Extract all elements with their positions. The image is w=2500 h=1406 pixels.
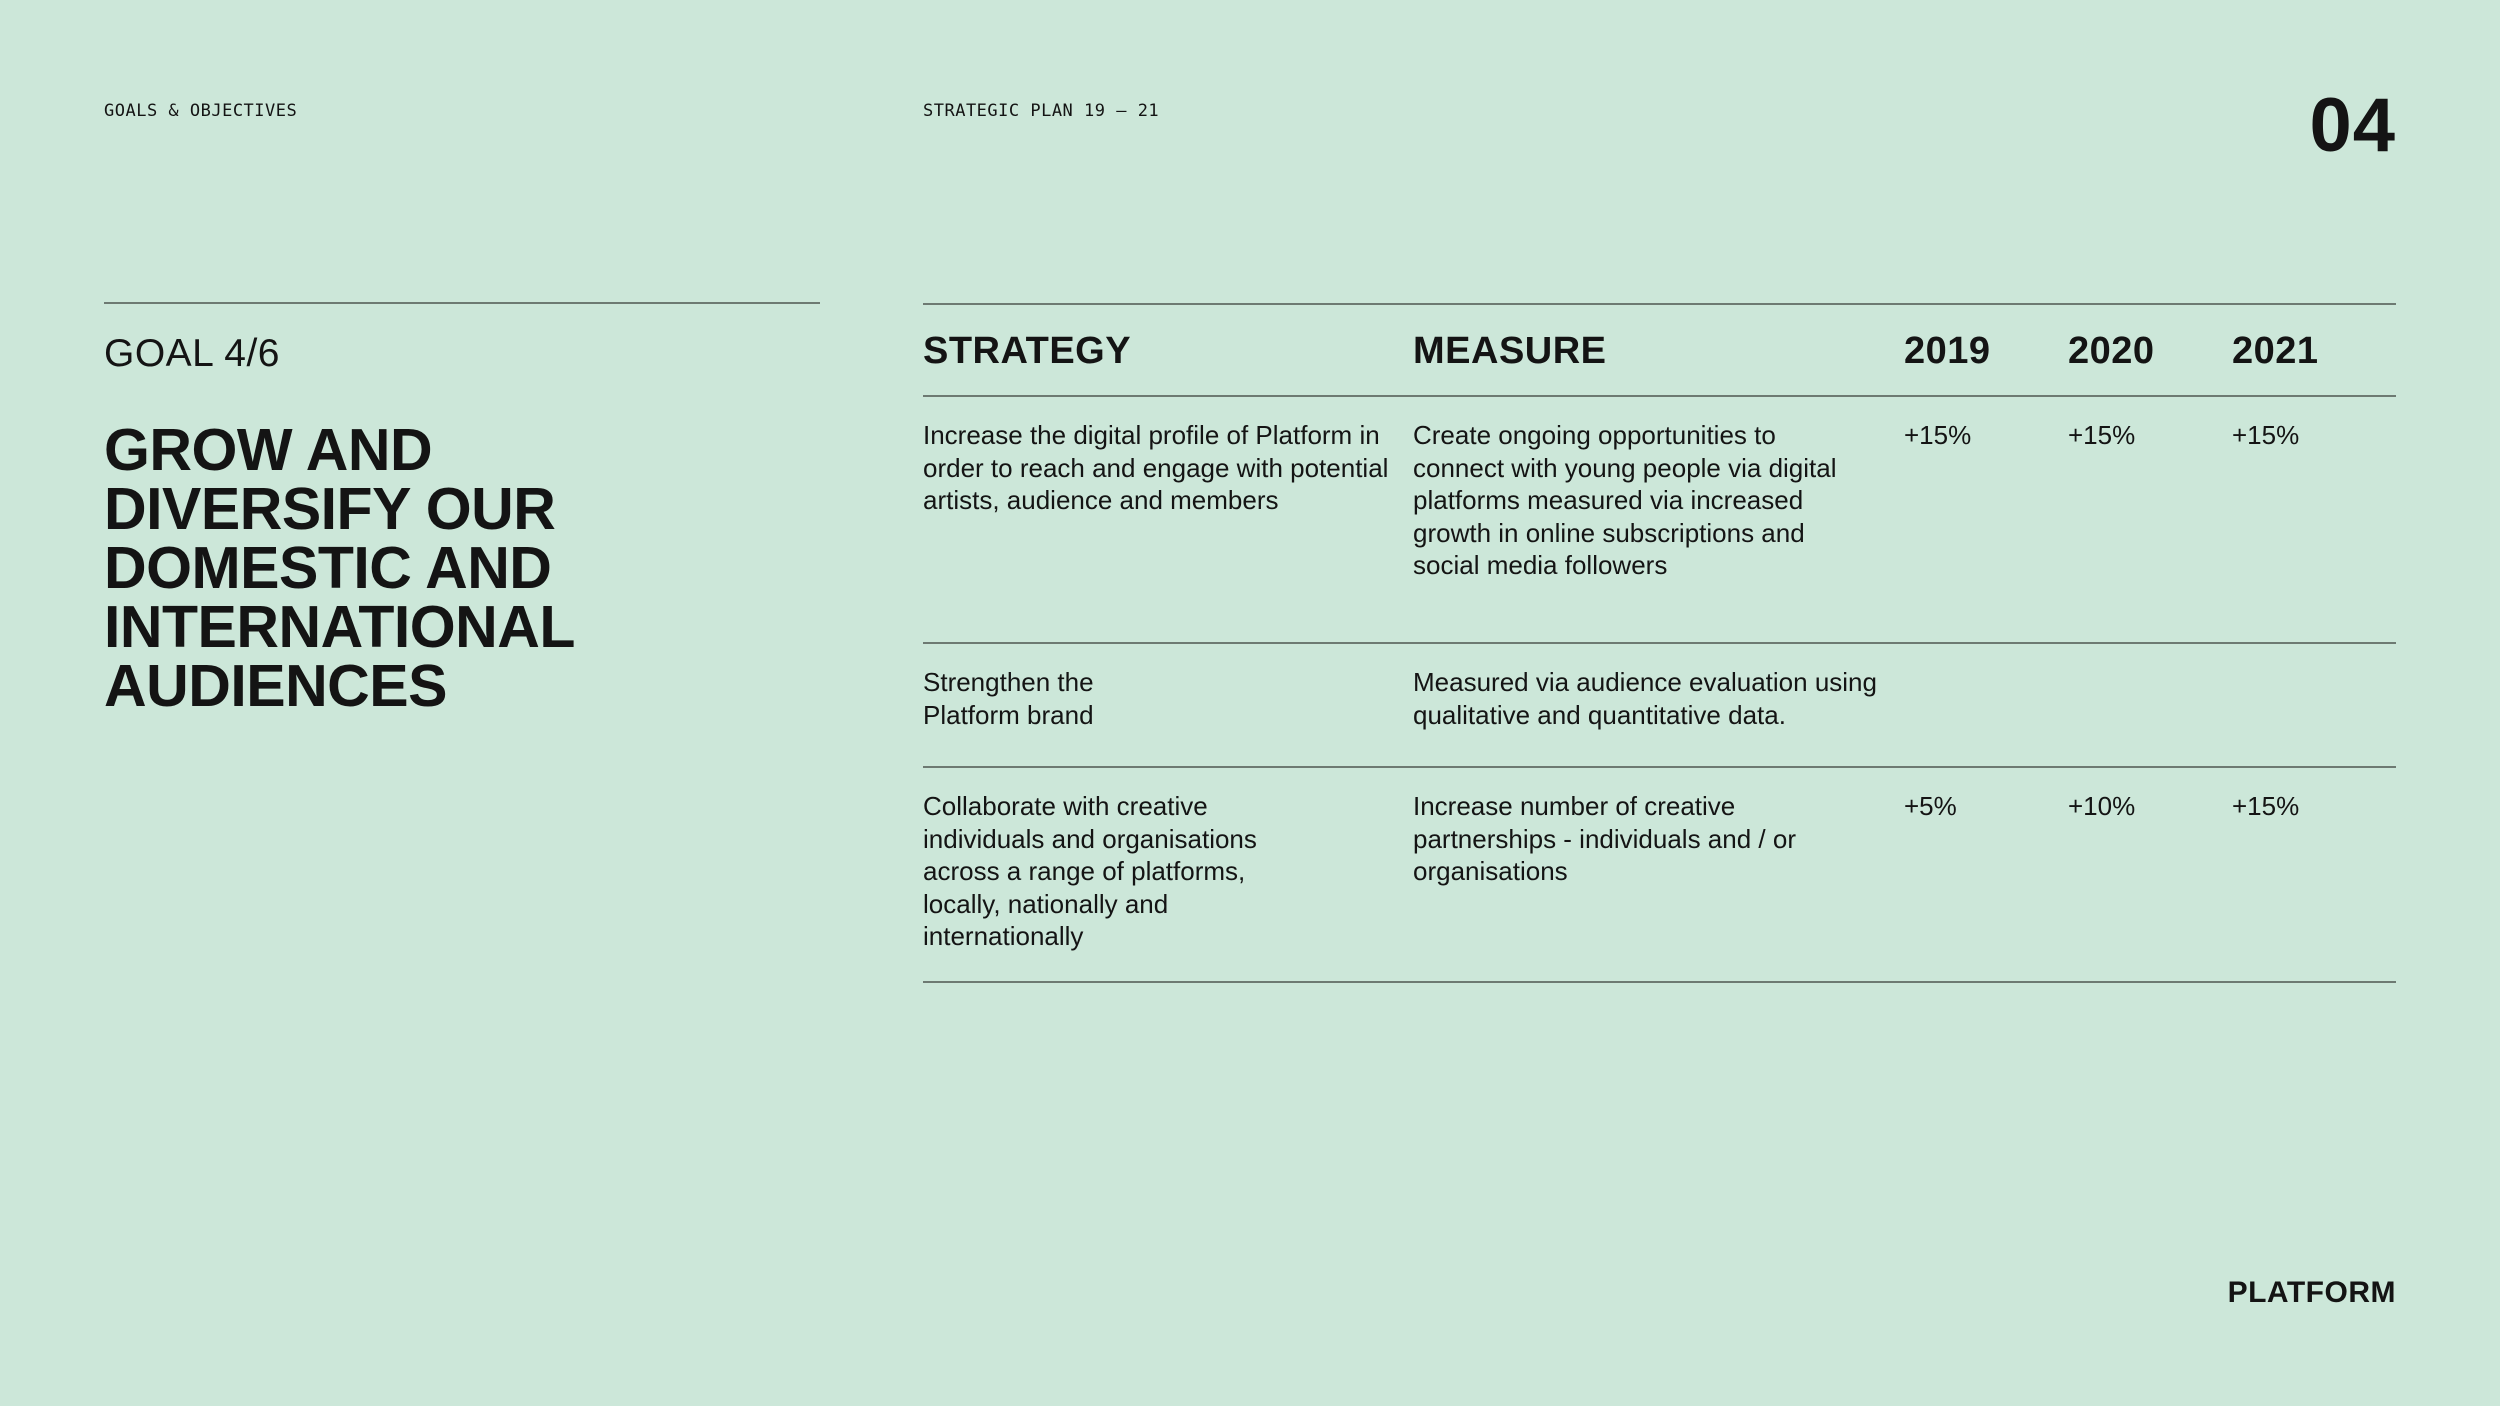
goals-table bbox=[923, 303, 2396, 983]
goal-title: GROW AND DIVERSIFY OUR DOMESTIC AND INTERNATIONAL AUDIENCES bbox=[104, 417, 574, 719]
strategy-cell: Increase the digital profile of Platform in order to reach and engage with potential artists, audience and members bbox=[923, 420, 1389, 515]
divider bbox=[104, 302, 820, 304]
target-2020: +15% bbox=[2068, 420, 2136, 450]
target-2019: +5% bbox=[1904, 791, 1957, 821]
platform-logo: PLATFORM bbox=[2227, 1276, 2396, 1309]
strategy-cell: Collaborate with creative individuals and organisations across a range of platforms, locally, nationally and internationally bbox=[923, 791, 1257, 951]
target-2019: +15% bbox=[1904, 420, 1972, 450]
header-2019: 2019 bbox=[1904, 330, 1991, 372]
goal-panel bbox=[104, 302, 820, 719]
strategy-cell: Strengthen the Platform brand bbox=[923, 667, 1094, 730]
header-2021: 2021 bbox=[2232, 330, 2319, 372]
table-header-row bbox=[923, 305, 2396, 397]
target-2021: +15% bbox=[2232, 791, 2300, 821]
measure-cell: Measured via audience evaluation using qualitative and quantitative data. bbox=[1413, 667, 1877, 730]
table-row bbox=[923, 397, 2396, 644]
table-row bbox=[923, 644, 2396, 768]
target-2021: +15% bbox=[2232, 420, 2300, 450]
target-2020: +10% bbox=[2068, 791, 2136, 821]
document-label: STRATEGIC PLAN 19 – 21 bbox=[923, 101, 1160, 121]
page-number: 04 bbox=[2309, 83, 2396, 168]
header-measure: MEASURE bbox=[1413, 330, 1607, 372]
header-strategy: STRATEGY bbox=[923, 330, 1132, 372]
section-label: GOALS & OBJECTIVES bbox=[104, 101, 298, 121]
measure-cell: Increase number of creative partnerships - individuals and / or organisations bbox=[1413, 791, 1796, 886]
header-2020: 2020 bbox=[2068, 330, 2155, 372]
goal-number: GOAL 4/6 bbox=[104, 332, 280, 375]
table-row bbox=[923, 768, 2396, 983]
measure-cell: Create ongoing opportunities to connect with young people via digital platforms measured via increased growth in online subscriptions and social media followers bbox=[1413, 420, 1837, 580]
